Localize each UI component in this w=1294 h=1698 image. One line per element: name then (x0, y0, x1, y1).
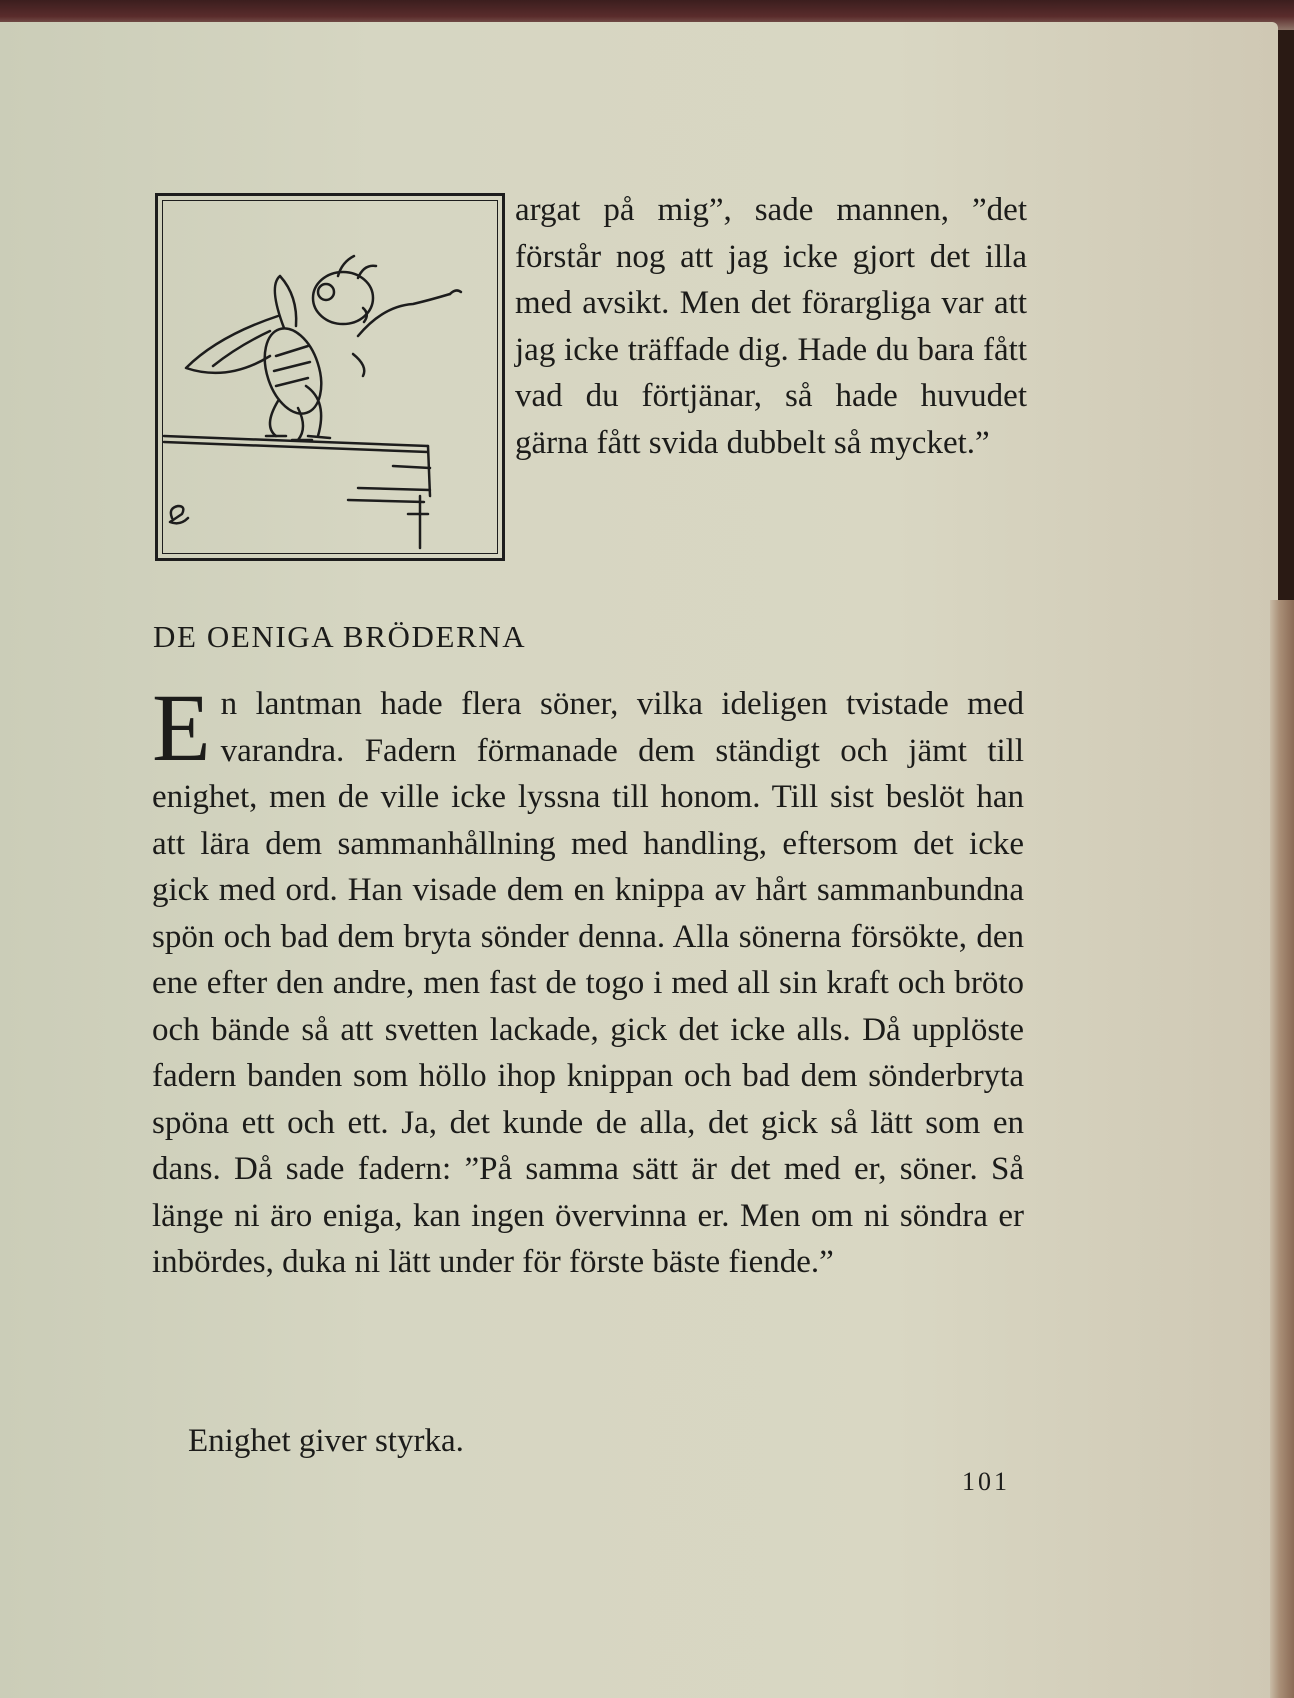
fly-illustration (155, 193, 505, 561)
drop-cap: E (152, 674, 211, 781)
page-edge-shadow (1270, 600, 1294, 1698)
moral-line: Enighet giver styrka. (188, 1423, 464, 1459)
page-number: 101 (962, 1467, 1010, 1496)
fly-figure-icon (158, 196, 502, 558)
story-paragraph (152, 674, 1024, 1286)
section-heading: DE OENIGA BRÖDERNA (153, 619, 527, 654)
story-body: n lantman hade flera söner, vilka ideligen tvistade med varandra. Fadern förmanade dem ständigt och jämt till enighet, men de ville icke lyssna till honom. Till sist beslöt han att lära dem sammanhållning med handling, eftersom det icke gick med ord. Han visade dem en knippa av hårt sammanbundna spön och bad dem bryta sönder denna. Alla sönerna försökte, den ene efter den andre, men fast de togo i med all sin kraft och bröto och bände så att svetten lackade, gick det icke alls. Då upplöste fadern banden som höllo ihop knippan och bad dem sönderbryta spöna ett och ett. Ja, det kunde de alla, det gick så lätt som en dans. Då sade fadern: ”På samma sätt är det med er, söner. Så länge ni äro eniga, kan ingen övervinna er. Men om ni söndra er inbördes, duka ni lätt under för förste bäste fiende.” (152, 686, 1024, 1280)
continued-paragraph: argat på mig”, sade mannen, ”det förstår nog att jag icke gjort det illa med avsikt. Men det förargliga var att jag icke träffade dig. Hade du bara fått vad du förtjänar, så hade huvudet gärna fått svida dubbelt så mycket.” (515, 192, 1027, 461)
